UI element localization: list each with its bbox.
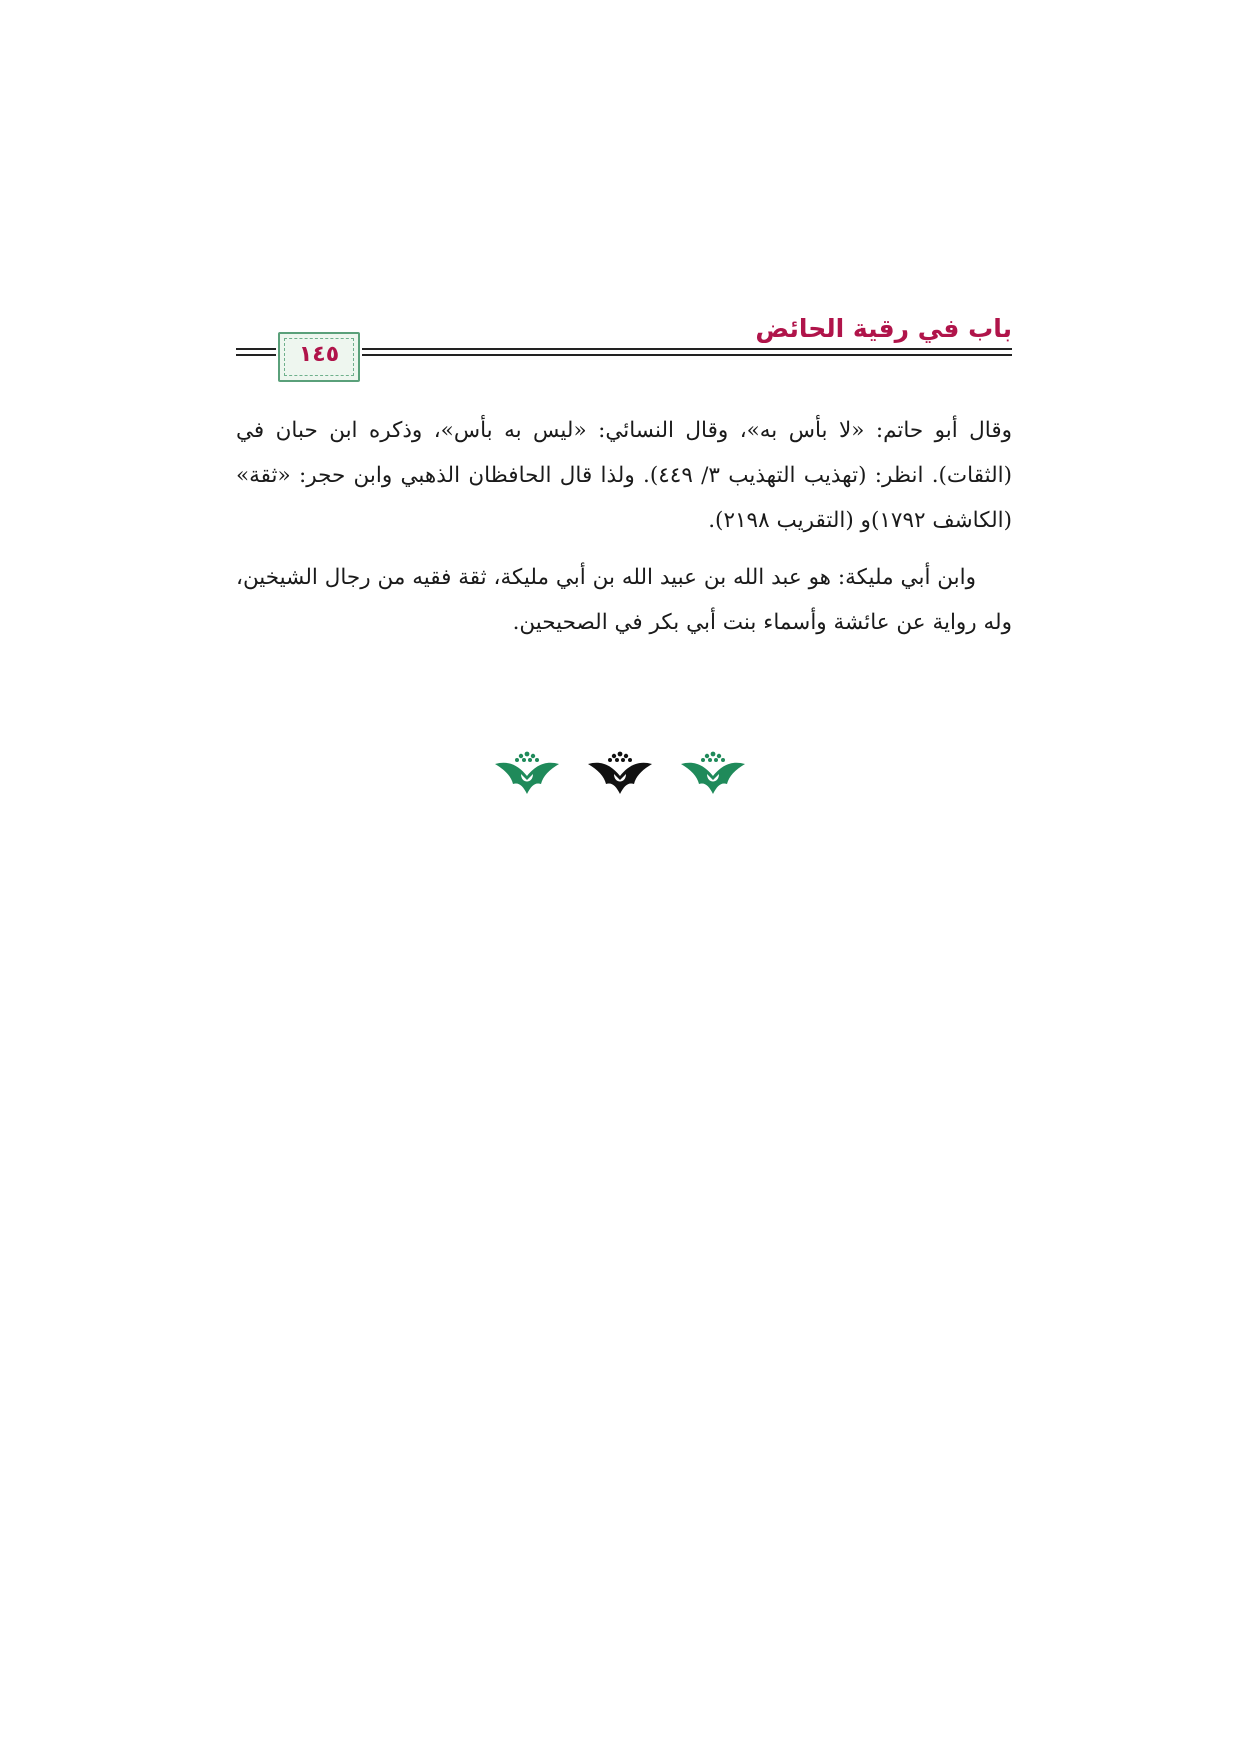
page-number: ١٤٥ <box>298 342 340 367</box>
page-number-badge <box>278 332 360 382</box>
header-rule-right-bottom <box>362 354 1012 356</box>
floral-ornament-icon <box>491 746 563 798</box>
paragraph: وابن أبي مليكة: هو عبد الله بن عبيد الله بن أبي مليكة، ثقة فقيه من رجال الشيخين، وله رواية عن عائشة وأسماء بنت أبي بكر في الصحيحين. <box>236 565 1012 635</box>
section-end-ornament <box>0 746 1240 802</box>
header-rule-right-top <box>362 348 1012 350</box>
chapter-title: باب في رقية الحائض <box>755 314 1012 343</box>
floral-ornament-icon <box>677 746 749 798</box>
floral-ornament-icon <box>584 746 656 798</box>
header-rule-left-bottom <box>236 354 276 356</box>
page-header <box>236 308 1012 396</box>
page-body <box>236 408 1012 645</box>
header-rule-left-top <box>236 348 276 350</box>
paragraph: وقال أبو حاتم: «لا بأس به»، وقال النسائي: «ليس به بأس»، وذكره ابن حبان في (الثقات). انظر: (تهذيب التهذيب ٣/ ٤٤٩). ولذا قال الحافظان الذهبي وابن حجر: «ثقة» (الكاشف ١٧٩٢)و (التقريب ٢١٩٨). <box>236 418 1012 533</box>
